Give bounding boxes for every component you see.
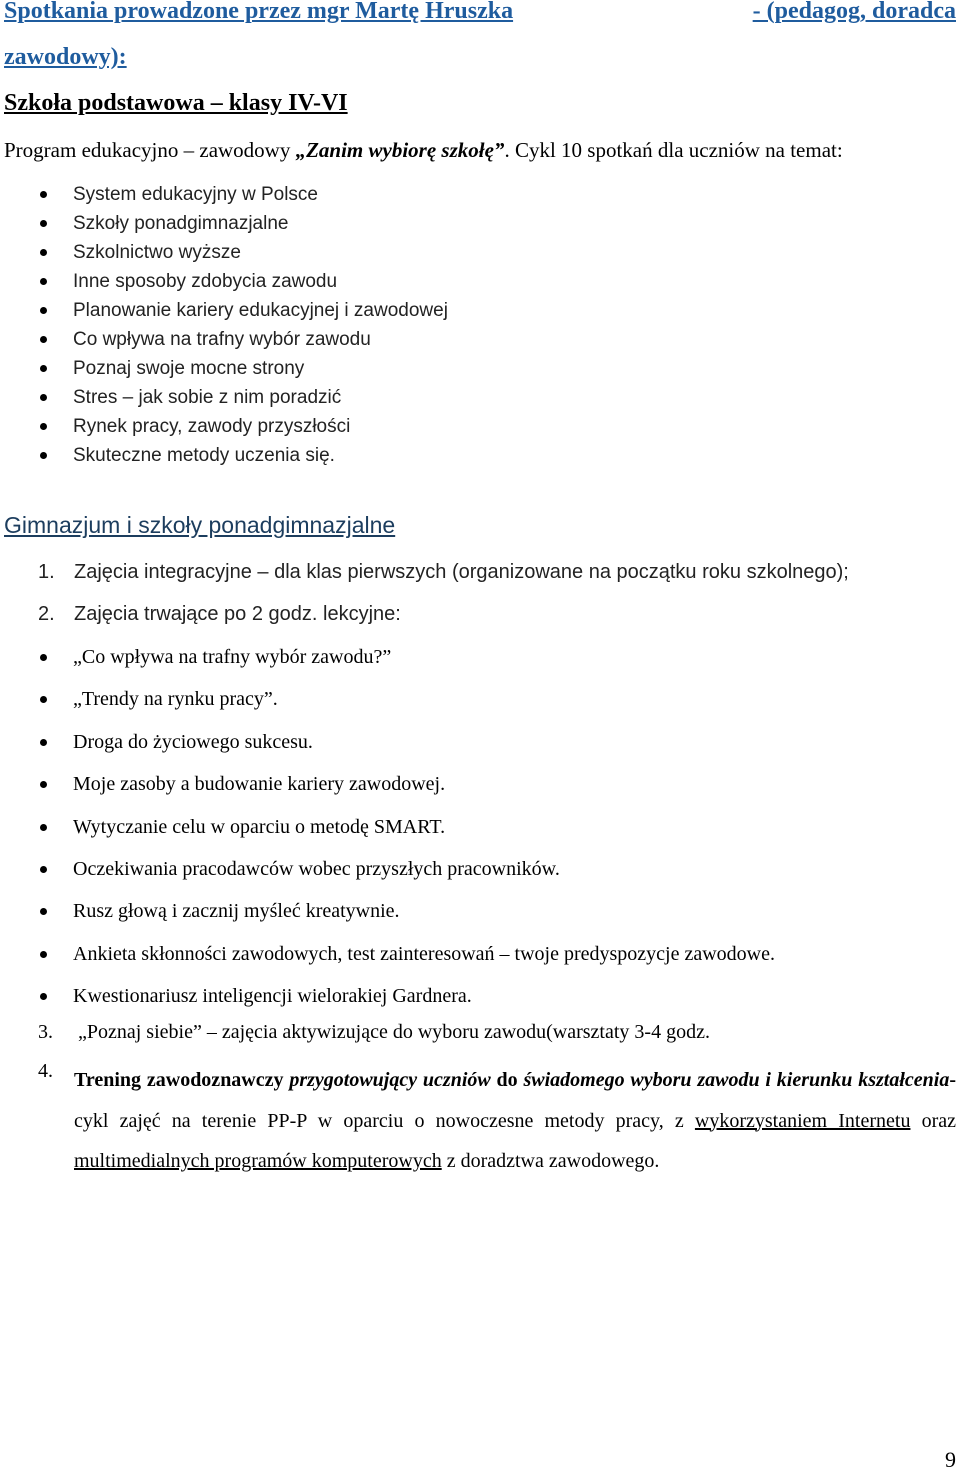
item-text [74, 1060, 956, 1182]
bullet-icon [40, 908, 47, 915]
list-item [0, 325, 448, 354]
bullet-icon [40, 394, 47, 401]
bullet-icon [40, 191, 47, 198]
bullet-icon [40, 824, 47, 831]
list-item-text: Co wpływa na trafny wybór zawodu [73, 329, 371, 350]
list-item-text: Skuteczne metody uczenia się. [73, 445, 335, 466]
bullet-icon [40, 696, 47, 703]
text-underlined: multimedialnych programów komputerowych [74, 1150, 442, 1172]
session-list [0, 640, 775, 1022]
list-item-text: Inne sposoby zdobycia zawodu [73, 271, 338, 292]
secondary-school-heading: Gimnazjum i szkoły ponadgimnazjalne [4, 512, 396, 538]
list-item [0, 412, 448, 441]
text-bold: do [490, 1069, 524, 1091]
program-prefix: Program edukacyjno – zawodowy [4, 138, 296, 162]
bullet-icon [40, 249, 47, 256]
bullet-icon [40, 307, 47, 314]
bullet-icon [40, 739, 47, 746]
list-item-text: Oczekiwania pracodawców wobec przyszłych pracowników. [73, 857, 560, 880]
list-item [0, 238, 448, 267]
list-item [0, 852, 775, 894]
bullet-icon [40, 365, 47, 372]
text-plain: oraz [910, 1109, 957, 1132]
item-number: 3. [38, 1021, 53, 1043]
list-item-text: Rusz głową i zacznij myśleć kreatywnie. [73, 900, 400, 923]
numbered-item-4 [38, 1060, 956, 1182]
list-item [0, 383, 448, 412]
list-item [0, 810, 775, 852]
text-bold-italic: przygotowujący uczniów [289, 1069, 491, 1091]
list-item [0, 979, 775, 1021]
text-bold-italic: świadomego wyboru zawodu i kierunku kształcenia [523, 1069, 950, 1091]
list-item-text: Wytyczanie celu w oparciu o metodę SMART. [73, 815, 446, 838]
list-item-text: Stres – jak sobie z nim poradzić [73, 387, 342, 408]
list-item [0, 937, 775, 979]
list-item [0, 725, 775, 767]
bullet-icon [40, 336, 47, 343]
list-item-text: Ankieta skłonności zawodowych, test zainteresowań – twoje predyspozycje zawodowe. [73, 942, 776, 965]
text-underlined: wykorzystaniem Internetu [694, 1109, 911, 1132]
list-item [0, 640, 775, 682]
list-item [0, 682, 775, 724]
list-item [0, 441, 448, 470]
text-plain: cykl zajęć na terenie PP-P w oparciu o nowoczesne metody pracy, z [74, 1109, 695, 1132]
list-item-text: Szkolnictwo wyższe [73, 242, 241, 263]
item-text: „Poznaj siebie” – zajęcia aktywizujące do wyboru zawodu(warsztaty 3-4 godz. [78, 1021, 710, 1043]
title-role: - (pedagog, doradca [752, 0, 956, 24]
list-item-text: Droga do życiowego sukcesu. [73, 730, 313, 753]
list-item-text: Rynek pracy, zawody przyszłości [73, 416, 351, 437]
program-description [4, 138, 843, 163]
topic-list [0, 180, 448, 470]
bullet-icon [40, 866, 47, 873]
list-item-text: „Co wpływa na trafny wybór zawodu?” [73, 646, 392, 668]
list-item-text: Poznaj swoje mocne strony [73, 358, 305, 379]
bullet-icon [40, 452, 47, 459]
numbered-item-2 [38, 603, 401, 626]
program-title: „Zanim wybiorę szkołę” [295, 138, 505, 162]
page-title-continued: zawodowy): [4, 44, 127, 70]
text-plain: z doradztwa zawodowego. [441, 1150, 660, 1172]
bullet-icon [40, 423, 47, 430]
item-text: Zajęcia integracyjne – dla klas pierwszych (organizowane na początku roku szkolnego); [74, 561, 849, 583]
item-text: Zajęcia trwające po 2 godz. lekcyjne: [74, 603, 401, 625]
list-item-text: Moje zasoby a budowanie kariery zawodowej. [73, 773, 446, 796]
list-item [0, 894, 775, 936]
numbered-item-1 [38, 561, 849, 584]
list-item [0, 267, 448, 296]
item-number: 2. [38, 603, 55, 625]
item-number: 4. [38, 1060, 53, 1082]
text-bold: - [949, 1069, 956, 1091]
bullet-icon [40, 993, 47, 1000]
title-text: Spotkania prowadzone przez mgr Martę Hruszka [4, 0, 514, 24]
numbered-item-3 [38, 1021, 710, 1044]
bullet-icon [40, 220, 47, 227]
list-item-text: Kwestionariusz inteligencji wielorakiej Gardnera. [73, 985, 472, 1008]
bullet-icon [40, 654, 47, 661]
page-number: 9 [945, 1447, 956, 1472]
bullet-icon [40, 278, 47, 285]
item-number: 1. [38, 561, 55, 583]
bullet-icon [40, 781, 47, 788]
list-item [0, 209, 448, 238]
page-title [4, 0, 956, 25]
program-suffix: . Cykl 10 spotkań dla uczniów na temat: [504, 138, 843, 162]
list-item-text: „Trendy na rynku pracy”. [73, 688, 278, 711]
list-item-text: System edukacyjny w Polsce [73, 184, 318, 205]
list-item-text: Planowanie kariery edukacyjnej i zawodowej [73, 300, 448, 321]
bullet-icon [40, 951, 47, 958]
primary-school-heading: Szkoła podstawowa – klasy IV-VI [4, 90, 348, 116]
text-bold: Trening zawodoznawczy [74, 1069, 290, 1091]
list-item [0, 180, 448, 209]
list-item-text: Szkoły ponadgimnazjalne [73, 213, 289, 234]
list-item [0, 354, 448, 383]
list-item [0, 767, 775, 809]
list-item [0, 296, 448, 325]
